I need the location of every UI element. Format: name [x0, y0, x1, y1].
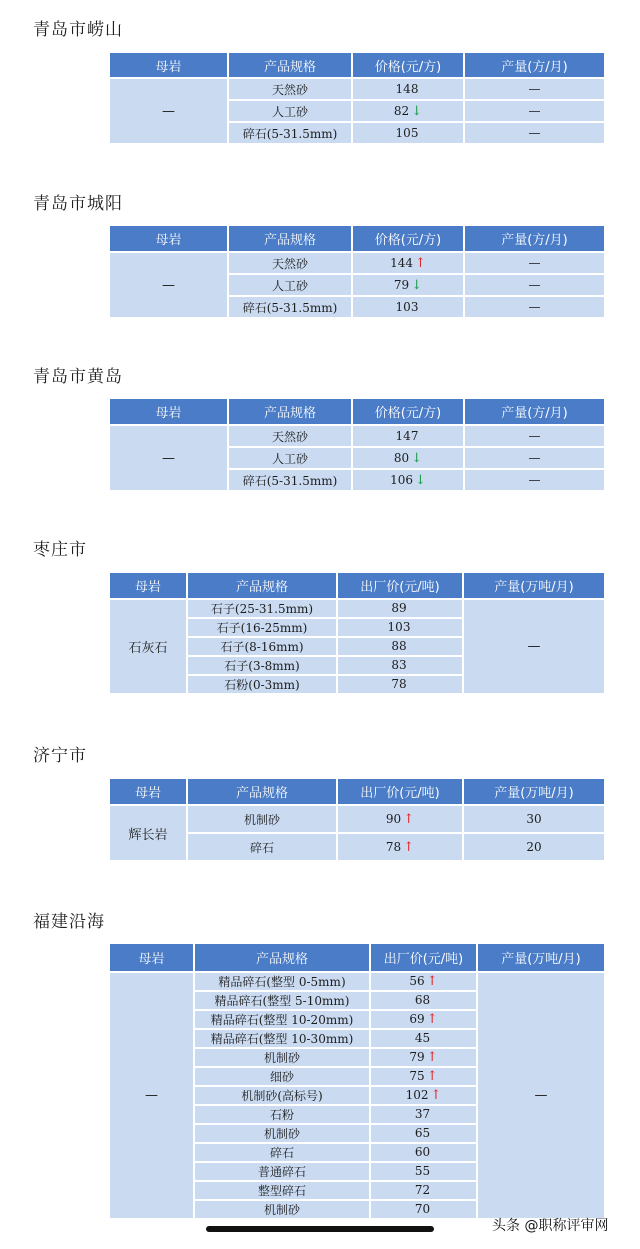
price-cell: [370, 1162, 477, 1181]
rock-cell: 石灰石: [109, 599, 187, 694]
price-cell: [370, 1200, 477, 1219]
section-title-jining: 济宁市: [33, 746, 87, 766]
spec-cell: 人工砂: [228, 274, 352, 296]
spec-cell: 石子(3-8mm): [187, 656, 337, 675]
spec-cell: 石粉(0-3mm): [187, 675, 337, 694]
header-output: 产量(万吨/月): [463, 572, 605, 599]
spec-cell: 天然砂: [228, 78, 352, 100]
price-table-laoshan: [108, 51, 606, 145]
header-output: 产量(方/月): [464, 225, 605, 252]
price-value: 148: [395, 81, 419, 96]
price-table-jining: [108, 777, 606, 862]
header-spec: 产品规格: [228, 52, 352, 78]
price-cell: [370, 1067, 477, 1086]
header-rock: 母岩: [109, 778, 187, 805]
header-rock: 母岩: [109, 225, 228, 252]
spec-cell: 天然砂: [228, 425, 352, 447]
price-cell: [337, 805, 463, 833]
spec-cell: 精品碎石(整型 0-5mm): [194, 972, 370, 991]
price-cell: [370, 1029, 477, 1048]
price-value: 106: [390, 472, 413, 487]
price-cell: [370, 1181, 477, 1200]
price-cell: [337, 675, 463, 694]
price-value: 103: [387, 620, 411, 634]
spec-cell: 细砂: [194, 1067, 370, 1086]
header-output: 产量(万吨/月): [463, 778, 605, 805]
header-rock: 母岩: [109, 52, 228, 78]
price-cell: [352, 447, 464, 469]
section-title-zaozhuang: 枣庄市: [33, 540, 87, 560]
header-price: 出厂价(元/吨): [337, 572, 463, 599]
price-value: 105: [395, 125, 419, 140]
output-cell: —: [477, 972, 605, 1219]
price-cell: [352, 296, 464, 318]
section-title-chengyang: 青岛市城阳: [33, 194, 123, 214]
price-value: 144: [390, 255, 413, 270]
output-cell: —: [464, 78, 605, 100]
header-price: 出厂价(元/吨): [337, 778, 463, 805]
home-indicator[interactable]: [206, 1226, 434, 1232]
price-value: 82: [393, 103, 410, 118]
spec-cell: 机制砂: [187, 805, 337, 833]
header-rock: 母岩: [109, 398, 228, 425]
price-table-fujian: [108, 942, 606, 1220]
spec-cell: 精品碎石(整型 10-20mm): [194, 1010, 370, 1029]
spec-cell: 石子(16-25mm): [187, 618, 337, 637]
header-rock: 母岩: [109, 943, 194, 972]
rock-cell: 辉长岩: [109, 805, 187, 861]
price-value: 69: [409, 1012, 425, 1026]
arrow-down-icon: ↓: [411, 277, 423, 293]
price-table-zaozhuang: [108, 571, 606, 695]
header-rock: 母岩: [109, 572, 187, 599]
header-spec: 产品规格: [228, 225, 352, 252]
arrow-down-icon: ↓: [411, 103, 423, 119]
price-value: 90: [385, 811, 402, 826]
price-cell: [352, 78, 464, 100]
price-value: 78: [385, 839, 402, 854]
spec-cell: 石子(8-16mm): [187, 637, 337, 656]
price-value: 70: [414, 1202, 431, 1216]
arrow-down-icon: ↓: [411, 450, 423, 466]
price-value: 80: [393, 450, 410, 465]
arrow-up-icon: ↑: [426, 1050, 438, 1065]
output-cell: —: [464, 469, 605, 491]
price-value: 79: [409, 1050, 425, 1064]
price-cell: [370, 1124, 477, 1143]
price-value: 65: [414, 1126, 431, 1140]
rock-cell: —: [109, 252, 228, 318]
price-cell: [337, 656, 463, 675]
output-cell: —: [463, 599, 605, 694]
spec-cell: 机制砂: [194, 1200, 370, 1219]
price-cell: [370, 1143, 477, 1162]
header-price: 价格(元/方): [352, 398, 464, 425]
price-table-chengyang: [108, 224, 606, 319]
price-value: 79: [393, 277, 410, 292]
price-cell: [370, 1010, 477, 1029]
spec-cell: 机制砂(高标号): [194, 1086, 370, 1105]
output-cell: 30: [463, 805, 605, 833]
arrow-up-icon: ↑: [426, 974, 438, 989]
spec-cell: 人工砂: [228, 100, 352, 122]
watermark-text: 头条 @职称评审网: [492, 1218, 609, 1234]
spec-cell: 石粉: [194, 1105, 370, 1124]
output-cell: —: [464, 274, 605, 296]
price-value: 60: [414, 1145, 431, 1159]
price-value: 45: [414, 1031, 431, 1045]
price-cell: [352, 425, 464, 447]
price-value: 78: [391, 677, 407, 691]
spec-cell: 精品碎石(整型 10-30mm): [194, 1029, 370, 1048]
price-cell: [352, 252, 464, 274]
price-cell: [370, 1105, 477, 1124]
price-value: 83: [391, 658, 407, 672]
price-value: 147: [395, 428, 419, 443]
price-value: 88: [391, 639, 407, 653]
price-cell: [337, 618, 463, 637]
price-cell: [337, 599, 463, 618]
price-cell: [352, 274, 464, 296]
price-cell: [337, 833, 463, 861]
arrow-up-icon: ↑: [430, 1088, 442, 1103]
spec-cell: 碎石: [187, 833, 337, 861]
rock-cell: —: [109, 972, 194, 1219]
price-cell: [370, 1086, 477, 1105]
spec-cell: 碎石: [194, 1143, 370, 1162]
output-cell: 20: [463, 833, 605, 861]
price-value: 102: [405, 1088, 429, 1102]
price-value: 56: [409, 974, 425, 988]
spec-cell: 机制砂: [194, 1048, 370, 1067]
output-cell: —: [464, 252, 605, 274]
price-value: 68: [414, 993, 431, 1007]
spec-cell: 精品碎石(整型 5-10mm): [194, 991, 370, 1010]
price-value: 89: [391, 601, 407, 615]
spec-cell: 碎石(5-31.5mm): [228, 122, 352, 144]
output-cell: —: [464, 122, 605, 144]
header-price: 价格(元/方): [352, 52, 464, 78]
spec-cell: 人工砂: [228, 447, 352, 469]
spec-cell: 碎石(5-31.5mm): [228, 469, 352, 491]
header-output: 产量(方/月): [464, 398, 605, 425]
header-output: 产量(方/月): [464, 52, 605, 78]
price-value: 72: [414, 1183, 431, 1197]
price-cell: [370, 1048, 477, 1067]
header-spec: 产品规格: [194, 943, 370, 972]
header-spec: 产品规格: [228, 398, 352, 425]
price-cell: [370, 991, 477, 1010]
price-cell: [352, 100, 464, 122]
arrow-up-icon: ↑: [426, 1069, 438, 1084]
header-spec: 产品规格: [187, 572, 337, 599]
price-cell: [352, 469, 464, 491]
header-output: 产量(万吨/月): [477, 943, 605, 972]
spec-cell: 碎石(5-31.5mm): [228, 296, 352, 318]
price-cell: [370, 972, 477, 991]
price-value: 103: [395, 299, 419, 314]
output-cell: —: [464, 296, 605, 318]
output-cell: —: [464, 425, 605, 447]
header-spec: 产品规格: [187, 778, 337, 805]
rock-cell: —: [109, 425, 228, 491]
spec-cell: 整型碎石: [194, 1181, 370, 1200]
header-price: 出厂价(元/吨): [370, 943, 477, 972]
price-cell: [337, 637, 463, 656]
section-title-huangdao: 青岛市黄岛: [33, 367, 123, 387]
price-cell: [352, 122, 464, 144]
price-value: 75: [409, 1069, 425, 1083]
output-cell: —: [464, 100, 605, 122]
rock-cell: —: [109, 78, 228, 144]
arrow-up-icon: ↑: [426, 1012, 438, 1027]
spec-cell: 普通碎石: [194, 1162, 370, 1181]
header-price: 价格(元/方): [352, 225, 464, 252]
arrow-up-icon: ↑: [415, 255, 426, 271]
output-cell: —: [464, 447, 605, 469]
price-value: 37: [414, 1107, 431, 1121]
arrow-down-icon: ↓: [415, 472, 426, 488]
arrow-up-icon: ↑: [403, 811, 415, 827]
price-value: 55: [414, 1164, 431, 1178]
spec-cell: 天然砂: [228, 252, 352, 274]
spec-cell: 石子(25-31.5mm): [187, 599, 337, 618]
price-table-huangdao: [108, 397, 606, 492]
section-title-fujian: 福建沿海: [33, 912, 105, 932]
spec-cell: 机制砂: [194, 1124, 370, 1143]
section-title-laoshan: 青岛市崂山: [33, 20, 123, 40]
arrow-up-icon: ↑: [403, 839, 415, 855]
